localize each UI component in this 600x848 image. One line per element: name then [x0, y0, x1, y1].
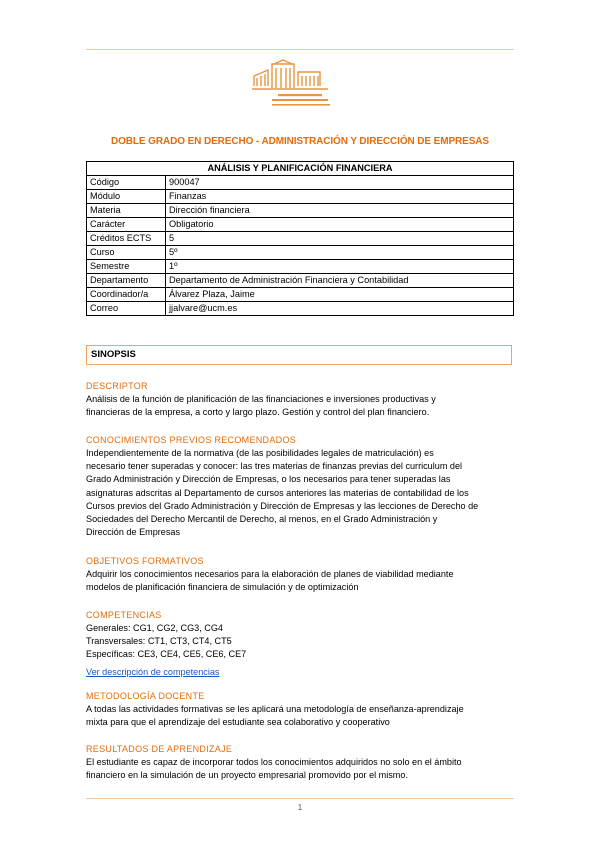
row-value: Dirección financiera [166, 204, 514, 218]
section-body: El estudiante es capaz de incorporar todos los conocimientos adquiridos no solo en el ámbito financiero en la simulación de un proyecto empresarial promovido por el mismo. [86, 757, 462, 781]
table-row [87, 246, 514, 260]
row-key: Correo [87, 302, 166, 316]
section-body: Análisis de la función de planificación de las financiaciones e inversiones productivas y financieras de la empresa, a corto y largo plazo. Gestión y control del plan financiero. [86, 394, 436, 418]
row-key: Coordinador/a [87, 288, 166, 302]
table-row [87, 232, 514, 246]
section-title: OBJETIVOS FORMATIVOS [86, 556, 204, 566]
row-key: Departamento [87, 274, 166, 288]
row-value: jjalvare@ucm.es [166, 302, 514, 316]
page-number: 1 [297, 803, 303, 812]
table-row [87, 274, 514, 288]
table-row [87, 204, 514, 218]
competencias-especificas: Específicas: CE3, CE4, CE5, CE6, CE7 [86, 649, 247, 660]
course-name: ANÁLISIS Y PLANIFICACIÓN FINANCIERA [87, 162, 514, 176]
metodologia-section [86, 690, 514, 729]
row-key: Código [87, 176, 166, 190]
row-value: 1º [166, 260, 514, 274]
row-key: Curso [87, 246, 166, 260]
section-title: RESULTADOS DE APRENDIZAJE [86, 744, 233, 754]
table-row [87, 218, 514, 232]
competencias-generales: Generales: CG1, CG2, CG3, CG4 [86, 623, 223, 633]
competencias-section [86, 609, 514, 680]
row-value: 5º [166, 246, 514, 260]
sinopsis-header: SINOPSIS [86, 345, 512, 365]
row-key: Materia [87, 204, 166, 218]
row-value: 5 [166, 232, 514, 246]
row-value: Álvarez Plaza, Jaime [166, 288, 514, 302]
faculty-logo [248, 58, 344, 114]
resultados-section [86, 743, 514, 782]
row-value: Departamento de Administración Financiera y Contabilidad [166, 274, 514, 288]
row-key: Créditos ECTS [87, 232, 166, 246]
degree-title: DOBLE GRADO EN DERECHO - ADMINISTRACIÓN Y DIRECCIÓN DE EMPRESAS [111, 136, 489, 147]
row-value: Finanzas [166, 190, 514, 204]
competencias-link[interactable]: Ver descripción de competencias [86, 666, 220, 677]
section-body: A todas las actividades formativas se les aplicará una metodología de enseñanza-aprendizaje mixta para que el aprendizaje del estudiante sea colaborativo y cooperativo [86, 704, 464, 728]
row-value: Obligatorio [166, 218, 514, 232]
section-title: DESCRIPTOR [86, 381, 148, 391]
table-row [87, 288, 514, 302]
section-title: COMPETENCIAS [86, 610, 162, 620]
row-key: Módulo [87, 190, 166, 204]
section-body: Adquirir los conocimientos necesarios para la elaboración de planes de viabilidad mediante modelos de planificación financiera de simulación y de optimización [86, 569, 454, 593]
top-rule [86, 49, 514, 50]
section-title: CONOCIMIENTOS PREVIOS RECOMENDADOS [86, 435, 297, 445]
table-row [87, 260, 514, 274]
bottom-rule [86, 798, 514, 799]
row-key: Carácter [87, 218, 166, 232]
row-key: Semestre [87, 260, 166, 274]
table-heading-row [87, 162, 514, 176]
faculty-logo-icon [248, 58, 344, 114]
conocimientos-section [86, 434, 514, 539]
section-body [86, 622, 514, 662]
section-title: METODOLOGÍA DOCENTE [86, 691, 205, 701]
course-info-table [86, 161, 514, 316]
objetivos-section [86, 555, 514, 594]
competencias-transversales: Transversales: CT1, CT3, CT4, CT5 [86, 636, 232, 647]
section-body: Independientemente de la normativa (de las posibilidades legales de matriculación) es necesario tener superadas y conocer: las tres materias de finanzas previas del curriculum del Grado Administración y Dirección de Empresas, o los necesarios para tener superadas las asignaturas adscritas al Departamento de cursos anteriores las materias de contabilidad de los Cursos previos del Grado Administración y Dirección de Empresas y las lecciones de Derecho de Sociedades del Derecho Mercantil de Derecho, al menos, en el Grado Administración y Dirección de Empresas [86, 448, 479, 538]
table-row [87, 190, 514, 204]
row-value: 900047 [166, 176, 514, 190]
table-row [87, 302, 514, 316]
descriptor-section [86, 380, 514, 419]
table-row [87, 176, 514, 190]
